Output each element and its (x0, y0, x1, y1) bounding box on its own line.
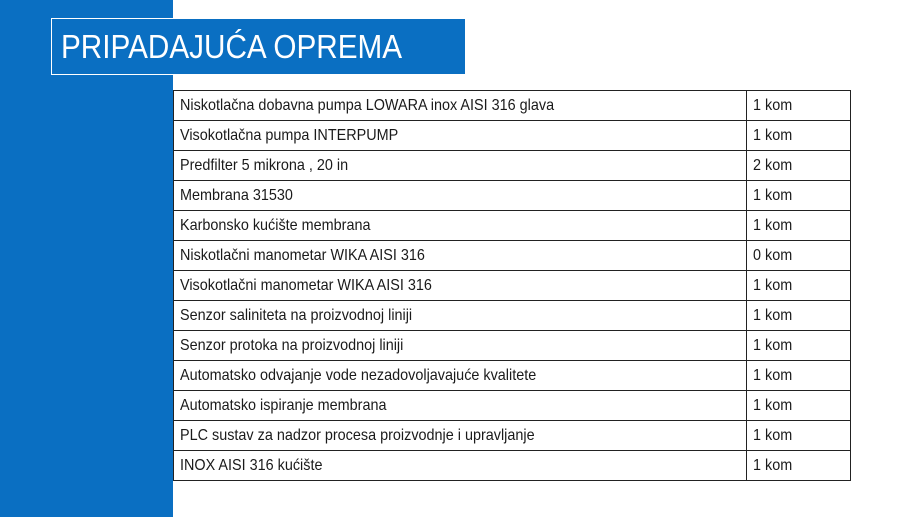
item-name: Karbonsko kućište membrana (180, 216, 371, 234)
item-name: Visokotlačni manometar WIKA AISI 316 (180, 276, 432, 294)
item-name: Niskotlačna dobavna pumpa LOWARA inox AISI 316 glava (180, 96, 555, 114)
quantity-cell (747, 181, 851, 211)
quantity-cell (747, 331, 851, 361)
item-name: Predfilter 5 mikrona , 20 in (180, 156, 349, 174)
title-box (51, 18, 466, 75)
item-cell (174, 121, 747, 151)
item-quantity: 1 kom (753, 306, 793, 324)
quantity-cell (747, 151, 851, 181)
item-cell (174, 211, 747, 241)
item-quantity: 1 kom (753, 426, 793, 444)
table-row (174, 331, 851, 361)
quantity-cell (747, 361, 851, 391)
item-quantity: 2 kom (753, 156, 793, 174)
item-cell (174, 151, 747, 181)
quantity-cell (747, 91, 851, 121)
table-row (174, 211, 851, 241)
item-cell (174, 241, 747, 271)
table-row (174, 391, 851, 421)
table-row (174, 451, 851, 481)
table-row (174, 181, 851, 211)
item-name: Senzor protoka na proizvodnoj liniji (180, 336, 404, 354)
table-row (174, 301, 851, 331)
table-row (174, 421, 851, 451)
item-quantity: 1 kom (753, 366, 793, 384)
item-name: PLC sustav za nadzor procesa proizvodnje i upravljanje (180, 426, 535, 444)
quantity-cell (747, 451, 851, 481)
quantity-cell (747, 391, 851, 421)
quantity-cell (747, 121, 851, 151)
item-quantity: 1 kom (753, 456, 793, 474)
table-row (174, 151, 851, 181)
item-name: Automatsko odvajanje vode nezadovoljavajuće kvalitete (180, 366, 537, 384)
item-cell (174, 451, 747, 481)
item-cell (174, 271, 747, 301)
item-quantity: 1 kom (753, 216, 793, 234)
item-cell (174, 361, 747, 391)
quantity-cell (747, 301, 851, 331)
item-quantity: 1 kom (753, 186, 793, 204)
equipment-table-body (174, 91, 851, 481)
quantity-cell (747, 421, 851, 451)
quantity-cell (747, 271, 851, 301)
quantity-cell (747, 211, 851, 241)
item-quantity: 1 kom (753, 336, 793, 354)
table-row (174, 271, 851, 301)
item-cell (174, 181, 747, 211)
item-quantity: 1 kom (753, 396, 793, 414)
item-quantity: 0 kom (753, 246, 793, 264)
item-name: Visokotlačna pumpa INTERPUMP (180, 126, 399, 144)
item-cell (174, 301, 747, 331)
item-name: Niskotlačni manometar WIKA AISI 316 (180, 246, 425, 264)
item-quantity: 1 kom (753, 126, 793, 144)
item-cell (174, 391, 747, 421)
blue-sidebar (0, 0, 173, 517)
item-quantity: 1 kom (753, 276, 793, 294)
item-name: Membrana 31530 (180, 186, 293, 204)
item-cell (174, 91, 747, 121)
item-name: Automatsko ispiranje membrana (180, 396, 387, 414)
table-row (174, 241, 851, 271)
item-cell (174, 421, 747, 451)
item-name: INOX AISI 316 kućište (180, 456, 323, 474)
table-row (174, 91, 851, 121)
equipment-table (173, 90, 851, 481)
table-row (174, 361, 851, 391)
quantity-cell (747, 241, 851, 271)
item-quantity: 1 kom (753, 96, 793, 114)
item-cell (174, 331, 747, 361)
table-row (174, 121, 851, 151)
item-name: Senzor saliniteta na proizvodnoj liniji (180, 306, 413, 324)
slide-title: PRIPADAJUĆA OPREMA (61, 28, 403, 65)
